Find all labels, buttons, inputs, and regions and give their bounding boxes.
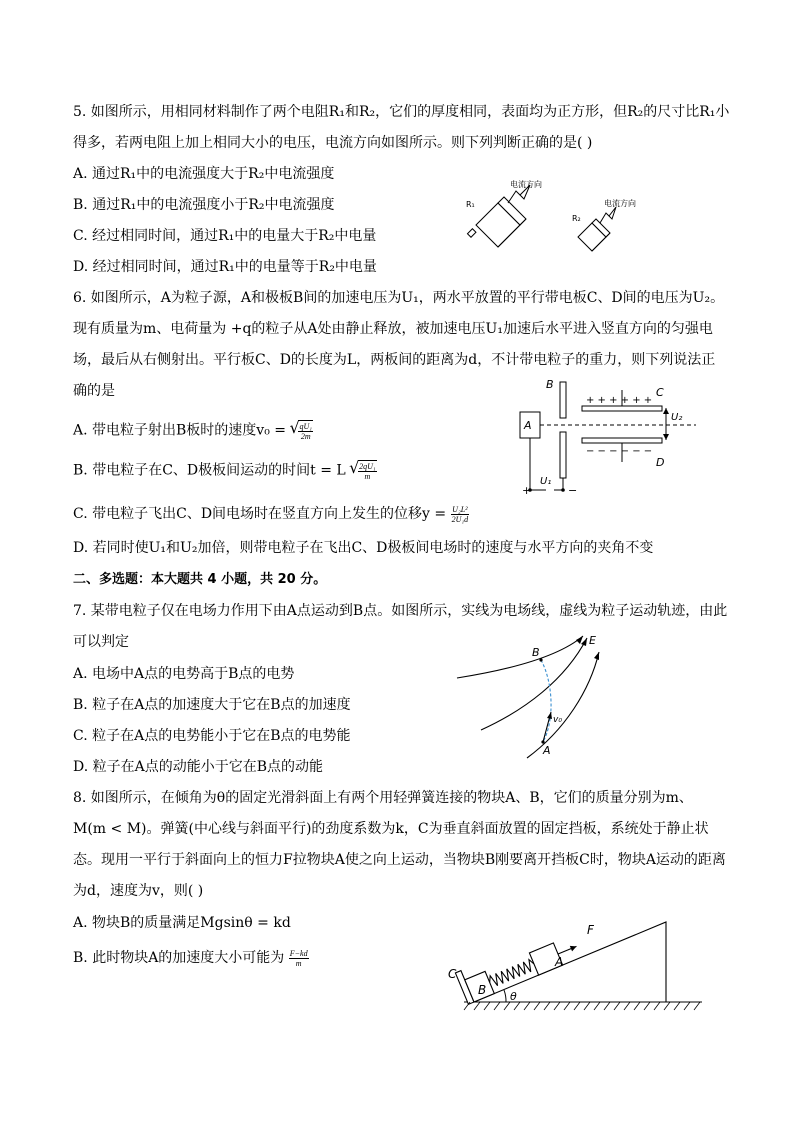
q8-option-b-text: B. 此时物块A的加速度大小可能为 <box>73 950 285 966</box>
incline <box>474 922 666 1002</box>
q7-stem-line2: 可以判定 <box>73 634 129 650</box>
q6-option-c-text: C. 带电粒子飞出C、D间电场时在竖直方向上发生的位移y = <box>73 506 447 522</box>
q5-option-c: C. 经过相同时间，通过R₁中的电量大于R₂中电量 <box>73 228 377 244</box>
q6-stem-line3: 场，最后从右侧射出。平行板C、D的长度为L，两板间的距离为d，不计带电粒子的重力，则下列说法正 <box>73 352 716 368</box>
label-current-2: 电流方向 <box>604 199 636 208</box>
q6-option-a-text: A. 带电粒子射出B板时的速度v₀ = <box>73 422 287 439</box>
q6-b-numerator: √ 2qU₁ <box>359 461 376 471</box>
q6-a-numerator: √ qU₁ <box>299 421 313 431</box>
q6-stem-line1: 6. 如图所示，A为粒子源，A和极板B间的加速电压为U₁，两水平放置的平行带电板C、D间的电压为U₂。 <box>73 290 725 306</box>
q6-c-numerator: U₂L² <box>452 504 468 514</box>
label-plus: + <box>522 484 532 497</box>
q8-stem-line1: 8. 如图所示，在倾角为θ的固定光滑斜面上有两个用轻弹簧连接的物块A、B，它们的质量分别为m、 <box>73 790 693 806</box>
label-b: B <box>546 378 554 391</box>
q7-stem-line1: 7. 某带电粒子仅在电场力作用下由A点运动到B点。如图所示，实线为电场线，虚线为粒子运动轨迹，由此 <box>73 603 728 619</box>
label-r2: R₂ <box>572 214 581 223</box>
q6-a-denominator: 2m <box>300 431 311 441</box>
q6-stem-line4: 确的是 <box>73 383 115 399</box>
resistor-r1 <box>467 185 530 247</box>
plate-d <box>582 438 662 443</box>
label-minus: − <box>568 484 578 497</box>
label-b: B <box>532 646 540 659</box>
label-a: A <box>543 744 551 757</box>
sqrt <box>298 420 313 441</box>
q5-stem-line1: 5. 如图所示，用相同材料制作了两个电阻R₁和R₂，它们的厚度相同，表面均为正方形，但R₂的尺寸比R₁小 <box>73 104 730 120</box>
q8-b-denominator: m <box>295 958 302 968</box>
q7-option-c: C. 粒子在A点的电势能小于它在B点的电势能 <box>73 728 351 744</box>
q6-option-a <box>73 420 313 441</box>
q5-option-a: A. 通过R₁中的电流强度大于R₂中电流强度 <box>73 166 335 182</box>
q8-option-a: A. 物块B的质量满足Mgsinθ = kd <box>73 915 291 931</box>
label-v0: v₀ <box>553 715 562 725</box>
q6-stem-line2: 现有质量为m、电荷量为 +q的粒子从A处由静止释放，被加速电压U₁加速后水平进入竖直方向的匀强电 <box>73 321 713 337</box>
q8-stem-line2: M(m < M)。弹簧(中心线与斜面平行)的劲度系数为k，C为垂直斜面放置的固定挡板，系统处于静止状 <box>73 821 709 837</box>
q8-option-b <box>73 948 309 968</box>
q5-option-d: D. 经过相同时间，通过R₁中的电量等于R₂中电量 <box>73 259 377 275</box>
field-line-3 <box>527 652 599 758</box>
q5-resistor-figure <box>460 175 660 265</box>
q5-stem-line2: 得多，若两电阻上加上相同大小的电压，电流方向如图所示。则下列判断正确的是( ) <box>73 135 593 151</box>
label-u2: U₂ <box>671 412 683 423</box>
q6-deflection-figure <box>516 378 706 500</box>
q8-stem-line3: 态。现用一平行于斜面向上的恒力F拉物块A使之向上运动，当物块B刚要离开挡板C时，物块A运动的距离 <box>73 852 726 868</box>
label-current-1: 电流方向 <box>510 180 542 189</box>
resistor-r2 <box>578 207 616 251</box>
q6-option-b <box>73 460 377 481</box>
q6-option-c <box>73 504 469 524</box>
label-f: F <box>587 923 594 937</box>
q6-b-denominator: m <box>364 471 371 481</box>
label-c: C <box>448 967 457 981</box>
label-c: C <box>656 386 664 399</box>
label-u1: U₁ <box>540 476 552 487</box>
plate-c <box>582 406 662 411</box>
label-b: B <box>478 983 487 997</box>
label-e: E <box>589 634 596 647</box>
q5-option-b: B. 通过R₁中的电流强度小于R₂中电流强度 <box>73 197 335 213</box>
label-r1: R₁ <box>466 200 475 209</box>
plate-b-bottom <box>560 432 566 478</box>
q7-option-b: B. 粒子在A点的加速度大于它在B点的加速度 <box>73 697 351 713</box>
q7-field-figure <box>455 630 615 762</box>
label-a: A <box>555 955 564 969</box>
plate-b-top <box>560 382 566 418</box>
q8-incline-figure <box>444 916 706 1016</box>
plate-d-charges: − − − − − − <box>586 446 653 457</box>
label-d: D <box>656 456 665 469</box>
label-theta: θ <box>510 990 517 1003</box>
q7-option-a: A. 电场中A点的电势高于B点的电势 <box>73 666 295 682</box>
plate-c-charges: + + + + + + <box>586 395 653 406</box>
section-title: 二、多选题：本大题共 4 小题，共 20 分。 <box>73 572 327 587</box>
q6-option-d: D. 若同时使U₁和U₂加倍，则带电粒子在飞出C、D极板间电场时的速度与水平方向的夹角不变 <box>73 540 654 556</box>
sqrt <box>358 460 377 481</box>
q8-b-numerator: F−kd <box>289 948 308 958</box>
q7-option-d: D. 粒子在A点的动能小于它在B点的动能 <box>73 759 324 775</box>
spring <box>487 958 536 988</box>
q6-option-b-text: B. 带电粒子在C、D极板间运动的时间t = L <box>73 462 346 479</box>
q8-stem-line4: 为d，速度为v，则( ) <box>73 883 204 899</box>
label-a: A <box>524 419 532 432</box>
q6-c-denominator: 2U₁d <box>451 514 469 524</box>
